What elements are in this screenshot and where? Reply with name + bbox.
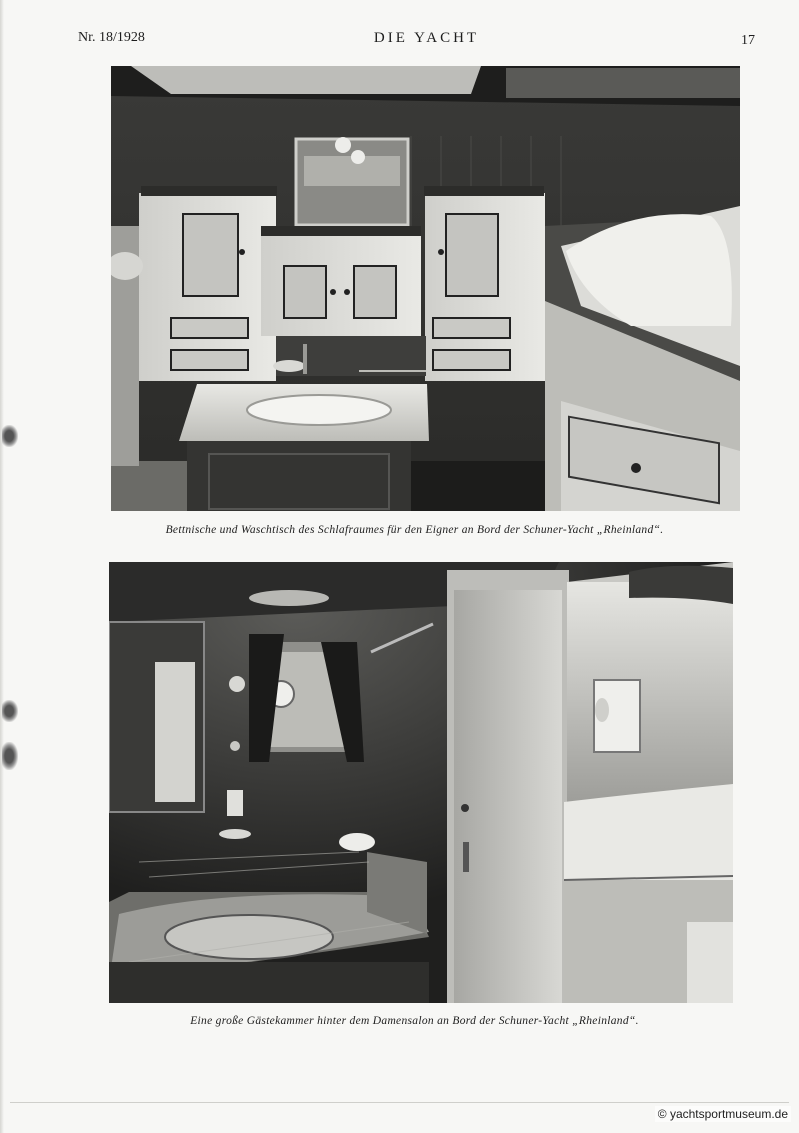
issue-number: Nr. 18/1928 [78,30,145,45]
page-number: 17 [741,33,755,48]
photo-guest-cabin [109,562,733,1003]
page-edge [0,0,4,1133]
binding-hole [2,425,18,447]
page-bottom-rule [10,1102,789,1103]
binding-hole [2,742,18,770]
photo-caption: Eine große Gästekammer hinter dem Damensalon an Bord der Schuner-Yacht „Rheinland“. [190,1015,639,1027]
copyright-watermark: © yachtsportmuseum.de [655,1106,791,1122]
binding-hole [2,700,18,722]
photo-owner-cabin [111,66,740,511]
magazine-title: DIE YACHT [373,30,480,46]
photo-caption: Bettnische und Waschtisch des Schlafraumes für den Eigner an Bord der Schuner-Yacht „Rheinland“. [165,524,664,536]
page-header [78,30,775,52]
